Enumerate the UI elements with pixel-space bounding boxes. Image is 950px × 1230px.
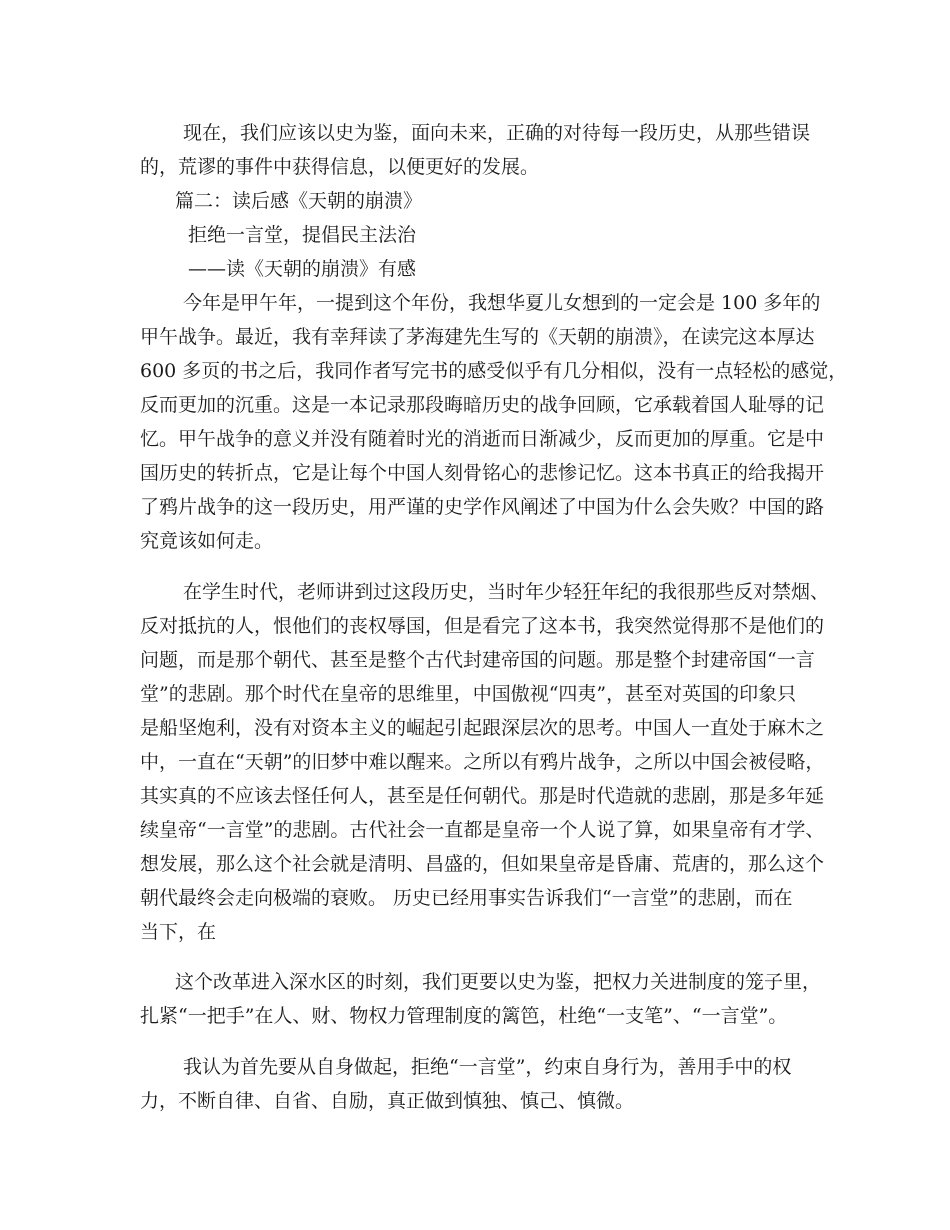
text-line: 堂”的悲剧。那个时代在皇帝的思维里，中国傲视“四夷”，甚至对英国的印象只 bbox=[140, 683, 797, 705]
text-line: 力，不断自律、自省、自励，真正做到慎独、慎己、慎微。 bbox=[140, 1090, 635, 1112]
essay-title: 拒绝一言堂，提倡民主法治 bbox=[188, 224, 417, 246]
text-line: 的，荒谬的事件中获得信息，以便更好的发展。 bbox=[140, 156, 540, 178]
text-line: 甲午战争。最近，我有幸拜读了茅海建先生写的《天朝的崩溃》，在读完这本厚达 bbox=[140, 326, 815, 348]
text-line: 了鸦片战争的这一段历史，用严谨的史学作风阐述了中国为什么会失败？中国的路 bbox=[140, 496, 825, 518]
text-line: 续皇帝“一言堂”的悲剧。古代社会一直都是皇帝一个人说了算，如果皇帝有才学、 bbox=[140, 819, 825, 841]
text-line: 究竟该如何走。 bbox=[140, 530, 274, 552]
text-line: 中，一直在“天朝”的旧梦中难以醒来。之所以有鸦片战争，之所以中国会被侵略， bbox=[140, 751, 825, 773]
text-line: 想发展，那么这个社会就是清明、昌盛的，但如果皇帝是昏庸、荒唐的，那么这个 bbox=[140, 853, 825, 875]
section-heading: 篇二：读后感《天朝的崩溃》 bbox=[175, 190, 423, 212]
text-line: 现在，我们应该以史为鉴，面向未来，正确的对待每一段历史，从那些错误 bbox=[183, 122, 811, 144]
text-line: 600 多页的书之后，我同作者写完书的感受似乎有几分相似，没有一点轻松的感觉， bbox=[140, 360, 848, 382]
text-line: 是船坚炮利，没有对资本主义的崛起引起跟深层次的思考。中国人一直处于麻木之 bbox=[140, 717, 825, 739]
text-line: 其实真的不应该去怪任何人，甚至是任何朝代。那是时代造就的悲剧，那是多年延 bbox=[140, 785, 825, 807]
text-line: 反对抵抗的人，恨他们的丧权辱国，但是看完了这本书，我突然觉得那不是他们的 bbox=[140, 615, 825, 637]
text-line: 这个改革进入深水区的时刻，我们更要以史为鉴，把权力关进制度的笼子里， bbox=[175, 971, 822, 993]
text-line: 朝代最终会走向极端的衰败。 历史已经用事实告诉我们“一言堂”的悲剧，而在 bbox=[140, 887, 793, 909]
text-line: 扎紧“一把手”在人、财、物权力管理制度的篱笆，杜绝“一支笔”、“一言堂”。 bbox=[140, 1005, 788, 1027]
text-line: 问题，而是那个朝代、甚至是整个古代封建帝国的问题。那是整个封建帝国“一言 bbox=[140, 649, 815, 671]
text-line: 忆。甲午战争的意义并没有随着时光的消逝而日渐减少，反而更加的厚重。它是中 bbox=[140, 428, 825, 450]
text-line: 我认为首先要从自身做起，拒绝“一言堂”，约束自身行为，善用手中的权 bbox=[183, 1056, 792, 1078]
text-line: 国历史的转折点，它是让每个中国人刻骨铭心的悲惨记忆。这本书真正的给我揭开 bbox=[140, 462, 825, 484]
essay-subtitle: ——读《天朝的崩溃》有感 bbox=[188, 258, 417, 280]
text-line: 今年是甲午年，一提到这个年份，我想华夏儿女想到的一定会是 100 多年的 bbox=[183, 292, 821, 314]
text-line: 在学生时代，老师讲到过这段历史，当时年少轻狂年纪的我很那些反对禁烟、 bbox=[183, 581, 830, 603]
text-line: 当下，在 bbox=[140, 921, 217, 943]
text-line: 反而更加的沉重。这是一本记录那段晦暗历史的战争回顾，它承载着国人耻辱的记 bbox=[140, 394, 825, 416]
